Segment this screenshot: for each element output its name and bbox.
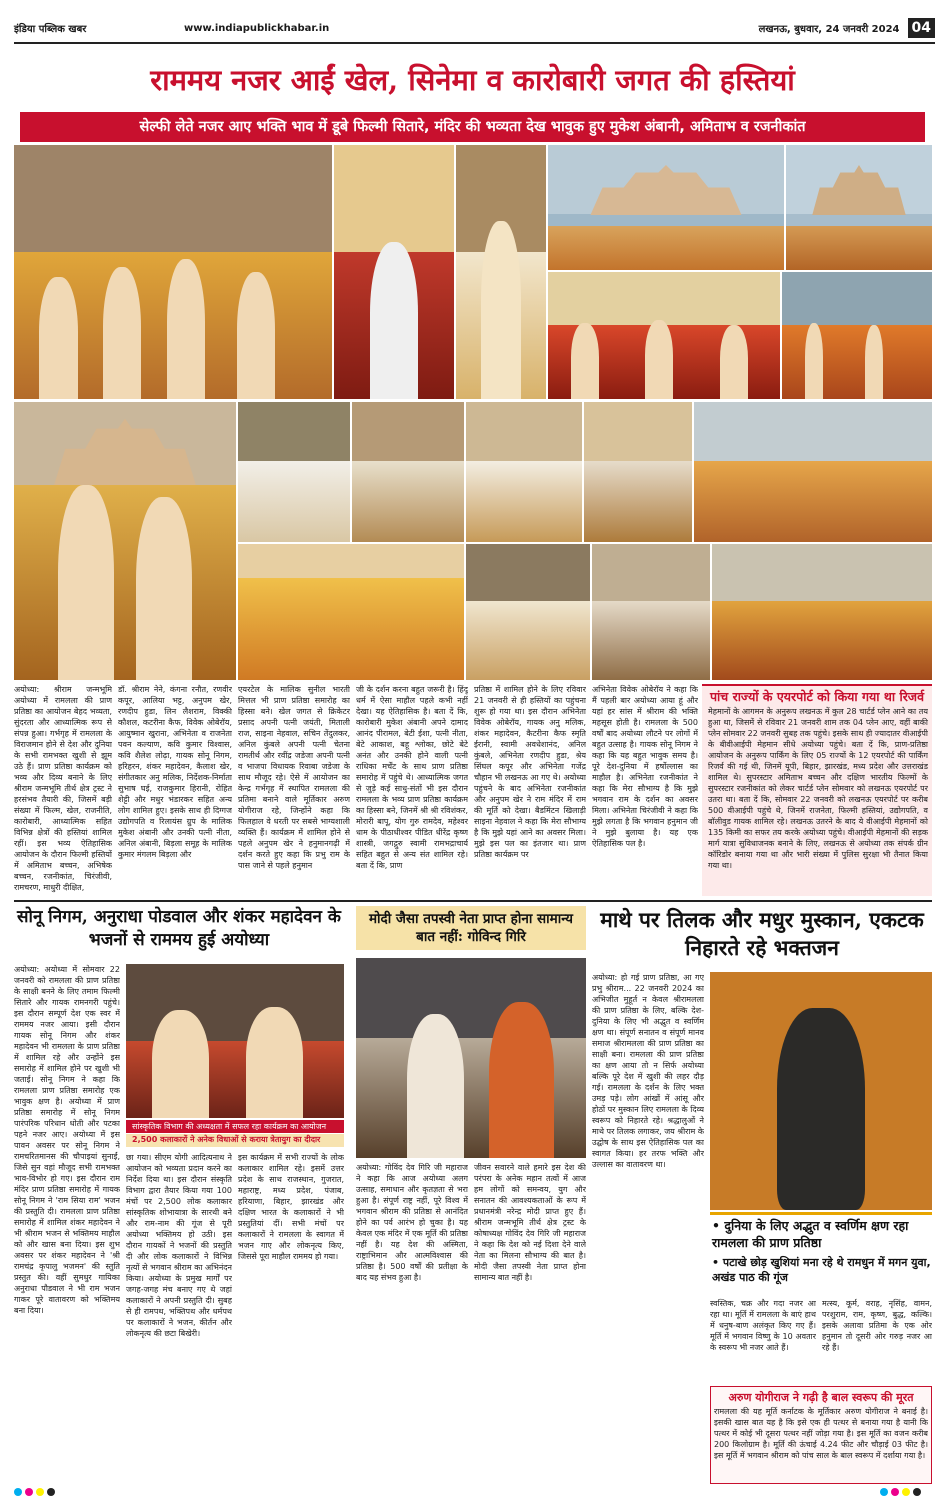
photo-randeep-hooda: [14, 402, 236, 680]
article-col-1: अयोध्या: श्रीराम जन्मभूमि अयोध्या में रामलला की प्राण प्रतिष्ठा का आयोजन बेहद भव्यता, सुंदरता और आध्यात्मिक रूप से संपन्न हुआ। गर्भगृह में रामलला के विराजमान होने से देश और दुनिया के सभी रामभक्त खुशी से झूम उठे हैं। प्राण प्रतिष्ठा कार्यक्रम को भव्य और दिव्य बनाने के लिए श्रीराम जन्मभूमि तीर्थ क्षेत्र ट्रस्ट ने हरसंभव तैयारी की, जिसमें बड़ी संख्या में फिल्म, खेल, राजनीति, कारोबारी, आध्यात्मिक सहित विभिन्न क्षेत्रों की हस्तियां शामिल रहीं। इस भव्य ऐतिहासिक आयोजन के दौरान फिल्मी हस्तियों में अमिताभ बच्चन, अभिषेक बच्चन, रजनीकांत, चिरंजीवी, रामचरण, माधुरी दीक्षित,: [14, 685, 112, 892]
photo-temple-left: [548, 145, 784, 270]
page-number: 04: [908, 18, 935, 38]
photo-modi-govind-giri: [356, 958, 586, 1158]
caption-cultural-dept: सांस्कृतिक विभाग की अध्यक्षता में सफल रहा कार्यक्रम का आयोजन: [126, 1120, 344, 1133]
photo-mukesh-ambani: [584, 402, 692, 542]
photo-saina-nehwal: [466, 402, 582, 542]
section-divider: [14, 900, 932, 902]
main-headline: राममय नजर आईं खेल, सिनेमा व कारोबारी जगत की हस्तियां: [150, 63, 795, 97]
photo-saints-seated: [238, 544, 464, 680]
photo-kangana: [456, 145, 546, 399]
tilak-headline: माथे पर तिलक और मधुर मुस्कान, एकटक निहारते रहे भक्तजन: [600, 907, 924, 961]
photo-selfie-couple: [466, 544, 590, 680]
photo-amitabh: [334, 145, 454, 399]
bullet-1: • दुनिया के लिए अद्भुत व स्वर्णिम क्षण रहा रामलला की प्राण प्रतिष्ठा: [712, 1218, 909, 1250]
photo-ram-charan: [592, 544, 710, 680]
article-col-4: जी के दर्शन करना बहुत जरूरी है। हिंदू धर्म में ऐसा माहौल पहले कभी नहीं देखा। यह ऐतिहासिक है। बता दें कि, कारोबारी मुकेश अंबानी अपने दामाद आनंद पीरामल, बेटी ईशा, पत्नी नीता, बेटे आकाश, बहू श्लोका, छोटे बेटे अनंत और उनकी होने वाली पत्नी राधिका मर्चेंट के साथ प्राण प्रतिष्ठा समारोह में पहुंचे थे। आध्यात्मिक जगत से जुड़े कई साधु-संतों भी इस दौरान रामलला के भव्य प्राण प्रतिष्ठा कार्यक्रम का हिस्सा बने, जिनमें श्री श्री रविशंकर, मोरारी बापू, योग गुरु रामदेव, महेश्वर धाम के पीठाधीश्वर पीडित धीरेंद्र कृष्ण शास्त्री, जगद्गुरु स्वामी रामभद्राचार्य सहित बहुत से अन्य संत शामिल रहे। बता दें कि, प्राण: [356, 685, 468, 870]
sonu-nigam-headline: सोनू निगम, अनुराधा पोडवाल और शंकर महादेवन के भजनों से राममय हुई अयोध्या: [17, 907, 341, 950]
registration-marks-left: [14, 1488, 55, 1496]
website-url[interactable]: www.indiapublickhabar.in: [184, 22, 330, 34]
photo-chiranjeevi: [712, 544, 932, 680]
photo-rajinikanth-sachin: [548, 272, 780, 399]
arun-text: रामलला की यह मूर्ति कर्नाटक के मूर्तिकार अरुण योगीराज ने बनाई है। इसकी खास बात यह है कि इसे एक ही पत्थर से बनाया गया है यानी कि पत्थर में कोई भी दूसरा पत्थर नहीं जोड़ा गया है। इस मूर्ति का वजन करीब 200 किलोग्राम है। मूर्ति की ऊंचाई 4.24 फीट और चौड़ाई 03 फीट है। इस मूर्ति में भगवान श्रीराम को पांच साल के बाल स्वरूप में दर्शाया गया है।: [714, 1407, 928, 1460]
govind-col-1: अयोध्या: गोविंद देव गिरि जी महाराज ने कहा कि आज अयोध्या अलग उत्साह, समाधान और कृतज्ञता से भरा हुआ है। संपूर्ण राष्ट्र नहीं, पूरे विश्व में भगवान श्रीराम की प्रतिष्ठा से आनंदित होने का पर्व आरंभ हो चुका है। यह केवल एक मंदिर में एक मूर्ति की प्रतिष्ठा नहीं है। यह देश की अस्मिता, राष्ट्राभिमान और आत्मविश्वास की प्रतिष्ठा है। 500 वर्षों की प्रतीक्षा के बाद यह संभव हुआ है।: [356, 1163, 468, 1282]
caption-artists: 2,500 कलाकारों ने अनेक विधाओं से कराया त्रेतायुग का दीदार: [126, 1134, 344, 1147]
article-col-3: एयरटेल के मालिक सुनील भारती मित्तल भी प्राण प्रतिष्ठा समारोह का हिस्सा बने। खेल जगत से क्रिकेटर प्रसाद अपनी पत्नी जयंती, मिताली राज, साइना नेहवाल, सचिन तेंदुलकर, अनिल कुंबले अपनी पत्नी चेतना रामतीर्थ और रवींद्र जडेजा अपनी पत्नी व भाजपा विधायक रिवाबा जडेजा के साथ मौजूद रहे। ऐसे में आयोजन का केन्द्र गर्भगृह में स्थापित रामलला की प्रतिमा बनाने वाले मूर्तिकार अरुण योगीराज रहे, जिन्होंने कहा कि फिलहाल वे धरती पर सबसे भाग्यशाली व्यक्ति हैं। कार्यक्रम में शामिल होने से पहले अनुपम खेर ने हनुमानगढ़ी में दर्शन करते हुए कहा कि प्रभु राम के पास जाने से पहले हनुमान: [238, 685, 350, 870]
paper-name: इंडिया पब्लिक खबर: [14, 24, 87, 35]
idol-col-2: मत्स्य, कूर्म, वराह, नृसिंह, वामन, परशुराम, राम, कृष्ण, बुद्ध, कल्कि। इसके अलावा प्रतिमा के एक ओर हनुमान तो दूसरी ओर गरुड़ नजर आ रहे हैं।: [822, 1299, 932, 1352]
airport-box-text: मेहमानों के आगमन के अनुरूप लखनऊ में कुल 28 चार्टर्ड प्लेन आने का तय हुआ था, जिसमें से रविवार 21 जनवरी शाम तक 04 प्लेन आए, वहीं बाकी प्लेन सोमवार 22 जनवरी सुबह तक पहुंचे। इसके साथ ही ज्यादातर वीआईपी के बीवीआईपी मेहमान सीधे अयोध्या पहुंचे। बता दें कि, प्राण-प्रतिष्ठा आयोजन के अनुरूप पार्किंग के लिए 05 राज्यों के 12 एयरपोर्ट की पार्किंग रिजर्व की गई थी, जिनमें यूपी, बिहार, झारखंड, मध्य प्रदेश और उत्तराखंड शामिल थे। सुपरस्टार अमिताभ बच्चन और दक्षिण भारतीय फिल्मों के सुपरस्टार रजनीकांत को लेकर चार्टर्ड प्लेन सोमवार को लखनऊ एयरपोर्ट पर उतरा था। बता दें कि, सोमवार 22 जनवरी को लखनऊ एयरपोर्ट पर करीब 500 वीआईपी पहुंचे थे, जिनमें राजनेता, फिल्मी हस्तियां, उद्योगपति, व बॉलीवुड गायक शामिल रहे। लखनऊ उतरने के बाद ये वीआईपी मेहमानों को 135 किमी का सफर तय करके अयोध्या पहुंचे। वीआईपी मेहमानों की सड़क मार्ग यात्रा सुविधाजनक बनाने के लिए, लखनऊ से अयोध्या तक संपर्क ग्रीन कॉरिडोर बनाया गया था और भारी संख्या में पुलिस सुरक्षा भी तैनात किया गया था।: [708, 707, 928, 870]
govind-giri-headline: मोदी जैसा तपस्वी नेता प्राप्त होना सामान्य बात नहीं: गोविन्द गिरि: [356, 906, 586, 950]
arun-heading: अरुण योगीराज ने गढ़ी है बाल स्वरूप की मूरत: [728, 1391, 914, 1404]
article-col-6: अभिनेता विवेक ओबेरॉय ने कहा कि मैं पहली बार अयोध्या आया हूं और यहां हर सांस में श्रीराम की भक्ति महसूस होती है। रामलला के 500 वर्षों बाद अयोध्या लौटने पर लोगों में बहुत उत्साह है। गायक सोनू निगम ने कहा कि यह बहुत भावुक समय है। पूरे देश-दुनिया में हर्षोल्लास का माहौल है। अभिनेता रजनीकांत ने कहा कि मेरा सौभाग्य है कि मुझे भगवान राम के दर्शन का अवसर मिला। अभिनेता चिरंजीवी ने कहा कि मुझे लगता है कि भगवान हनुमान जी ने मुझे बुलाया है। यह एक ऐतिहासिक पल है।: [592, 685, 698, 848]
sonu-col-1: अयोध्या: अयोध्या में सोमवार 22 जनवरी को रामलला की प्राण प्रतिष्ठा के साक्षी बनने के लिए तमाम फिल्मी सितारे और गायक रामनगरी पहुंचे। इस दौरान सम्पूर्ण देश एक स्वर में राममय नजर आया। इसी दौरान गायक सोनू निगम और शंकर महादेवन भी रामलला के प्राण प्रतिष्ठा में शामिल रहे और उन्होंने इस समारोह में शामिल होने पर खुशी भी जताई। सोनू निगम ने कहा कि रामलला प्राण प्रतिष्ठा समारोह एक भावुक क्षण है। अयोध्या में प्राण प्रतिष्ठा समारोह में सोनू निगम पारंपरिक परिधान धोती और पटका पहने नजर आए। अयोध्या में इस पावन अवसर पर सोनू निगम ने रामचरितमानस की चौपाइयां सुनाईं, जिसे सुन वहां मौजूद सभी रामभक्त भाव-विभोर हो गए। इस दौरान राम मंदिर प्राण प्रतिष्ठा समारोह में गायक सोनू निगम ने 'राम सिया राम' भजन की प्रस्तुति दी। रामलला प्राण प्रतिष्ठा समारोह में शामिल शंकर महादेवन ने भी श्रीराम भजन से भक्तिमय माहौल को और खास बना दिया। इस शुभ अवसर पर शंकर महादेवन ने 'श्री रामचंद्र कृपालु भजमन' की स्तुति प्रस्तुत की। वहीं सुमधुर गायिका अनुराधा पौडवाल ने भी राम भजन गाकर पूरे वातावरण को भक्तिमय बना दिया।: [14, 965, 120, 1315]
airport-box-heading: पांच राज्यों के एयरपोर्ट को किया गया था रिजर्व: [709, 689, 925, 704]
bullet-2: • पटाखे छोड़ खुशियां मना रहे थे रामधुन में मगन युवा, अखंड पाठ की गूंज: [712, 1256, 931, 1284]
bullet-2-text: पटाखे छोड़ खुशियां मना रहे थे रामधुन में मगन युवा, अखंड पाठ की गूंज: [712, 1256, 931, 1284]
sonu-col-3: इस कार्यक्रम में सभी राज्यों के लोक कलाकार शामिल रहे। इसमें उत्तर प्रदेश के साथ राजस्थान, गुजरात, महाराष्ट्र, मध्य प्रदेश, पंजाब, हरियाणा, बिहार, झारखंड और दक्षिण भारत के कलाकारों ने भी प्रस्तुतियां दीं। सभी मंचों पर कलाकारों ने रामलला के स्वागत में भजन गाए और लोकनृत्य किए, जिससे पूरा माहौल राममय हो गया।: [238, 1153, 344, 1261]
sonu-col-2: छा गया। सीएम योगी आदित्यनाथ ने आयोजन को भव्यता प्रदान करने का निर्देश दिया था। इस दौरान संस्कृति विभाग द्वारा तैयार किया गया 100 मंचों पर 2,500 लोक कलाकार सांस्कृतिक शोभायात्रा के सारथी बने और राम-नाम की गूंज से पूरी अयोध्या भक्तिमय हो उठी। इस दौरान गायकों ने भजनों की प्रस्तुति दी और लोक कलाकारों ने विभिन्न नृत्यों से भगवान श्रीराम का अभिनंदन किया। अयोध्या के प्रमुख मार्गों पर जगह-जगह मंच बनाए गए थे जहां कलाकारों ने अपनी प्रस्तुति दी। सुबह से ही रामपथ, भक्तिपथ और धर्मपथ पर कलाकारों ने भजन, कीर्तन और लोकनृत्य की छटा बिखेरी।: [126, 1153, 232, 1338]
govind-col-2: जीवन सवारने वाले हमारे इस देश की परंपरा के अनेक महान तत्वों में आज हम लोगों को समन्वय, युग और सनातन की आवश्यकताओं के रूप में प्रधानमंत्री नरेन्द्र मोदी प्राप्त हुए हैं। श्रीराम जन्मभूमि तीर्थ क्षेत्र ट्रस्ट के कोषाध्यक्ष गोविंद देव गिरि जी महाराज ने कहा कि देश को नई दिशा देने वाले नेता का मिलना सौभाग्य की बात है। मोदी जैसा तपस्वी नेता प्राप्त होना सामान्य बात नहीं है।: [474, 1163, 586, 1282]
bullet-rule: [710, 1212, 932, 1215]
dateline: लखनऊ, बुधवार, 24 जनवरी 2024: [758, 24, 900, 35]
photo-temple-right: [786, 145, 932, 270]
article-col-5: प्रतिष्ठा में शामिल होने के लिए रविवार 21 जनवरी से ही हस्तियों का पहुंचना शुरू हो गया था। इस दौरान अभिनेता विवेक ओबेरॉय, गायक अनु मलिक, शंकर महादेवन, कैटरीना कैफ स्मृति ईरानी, स्वामी अवधेशानंद, अनिल कुंबले, अभिनेता रणदीप हुडा, श्रेय सिंघल कपूर और अभिनेता गजेंद्र चौहान भी लखनऊ आ गए थे। अयोध्या पहुंचने के बाद अभिनेता रजनीकांत और अनुपम खेर ने राम मंदिर में राम की मूर्ति को देखा। बैडमिंटन खिलाड़ी साइना नेहवाल ने कहा कि मेरा सौभाग्य है कि मुझे यहां आने का अवसर मिला। मुझे इस पल का इंतजार था। प्राण प्रतिष्ठा कार्यक्रम पर: [474, 685, 586, 859]
article-col-2: डॉ. श्रीराम नेने, कंगना रनौत, रणवीर कपूर, आलिया भट्ट, अनुपम खेर, रणदीप हुडा, लिन लैशराम, विक्की कौशल, कटरीना कैफ, विवेक ओबेरॉय, आयुष्मान खुराना, अभिनेता व राजनेता पवन कल्याण, कवि कुमार विश्वास, कवि शैलेश लोढ़ा, गायक सोनू निगम, हरिहरन, शंकर महादेवन, कैलाश खेर, संगीतकार अनु मलिक, निर्देशक-निर्माता सुभाष घई, राजकुमार हिरानी, रोहित शेट्टी और मधुर भंडारकर सहित अन्य लोग शामिल हुए। इसके साथ ही दिग्गज उद्योगपति व रिलायंस ग्रुप के मालिक मुकेश अंबानी और उनकी पत्नी नीता, अनिल अंबानी, बिड़ला समूह के मालिक कुमार मंगलम बिड़ला और: [118, 685, 232, 859]
photo-ayushmann: [352, 402, 464, 542]
masthead-strip: [14, 14, 935, 44]
bullet-1-text: दुनिया के लिए अद्भुत व स्वर्णिम क्षण रहा रामलला की प्राण प्रतिष्ठा: [712, 1218, 909, 1250]
photo-anupam-kher: [782, 272, 932, 399]
photo-singers: [126, 964, 344, 1118]
photo-vivek-oberoi: [238, 402, 350, 542]
sub-headline: सेल्फी लेते नजर आए भक्ति भाव में डूबे फिल्मी सितारे, मंदिर की भव्यता देख भावुक हुए मुकेश अंबानी, अमिताभ व रजनीकांत: [20, 112, 925, 142]
photo-celebrities-selfie: [14, 145, 332, 399]
tilak-col-1: अयोध्या: हो गई प्राण प्रतिष्ठा, आ गए प्रभु श्रीराम... 22 जनवरी 2024 का अभिजीत मुहूर्त न केवल श्रीरामलला की प्राण प्रतिष्ठा के लिए, बल्कि देश-दुनिया के लिए भी अद्भुत व स्वर्णिम क्षण था। संपूर्ण सनातन व संपूर्ण मानव समाज श्रीरामलला की प्राण प्रतिष्ठा का साक्षी बना। रामलला की प्राण प्रतिष्ठा का क्षण आया तो न सिर्फ अयोध्या बल्कि पूरे देश में खुशी की लहर दौड़ गई। रामलला के दर्शन के लिए भक्त उमड़ पड़े। लोग आंखों में आंसू और होठों पर मुस्कान लिए रामलला के दिव्य स्वरूप को निहारते रहे। श्रद्धालुओं ने माथे पर तिलक लगाकर, जय श्रीराम के उद्घोष के साथ इस ऐतिहासिक पल का स्वागत किया। हर तरफ भक्ति और उल्लास का वातावरण था।: [592, 973, 704, 1169]
photo-ramlalla-idol: [710, 972, 932, 1210]
idol-col-1: स्वस्तिक, चक्र और गदा नजर आ रहा था। मूर्ति में रामलला के बाएं हाथ में धनुष-बाण अलंकृत किए गए हैं। मूर्ति में भगवान विष्णु के 10 अवतार के स्वरूप भी नजर आते हैं।: [710, 1299, 816, 1352]
registration-marks-right: [880, 1488, 921, 1496]
photo-ceremony-crowd: [694, 402, 932, 542]
